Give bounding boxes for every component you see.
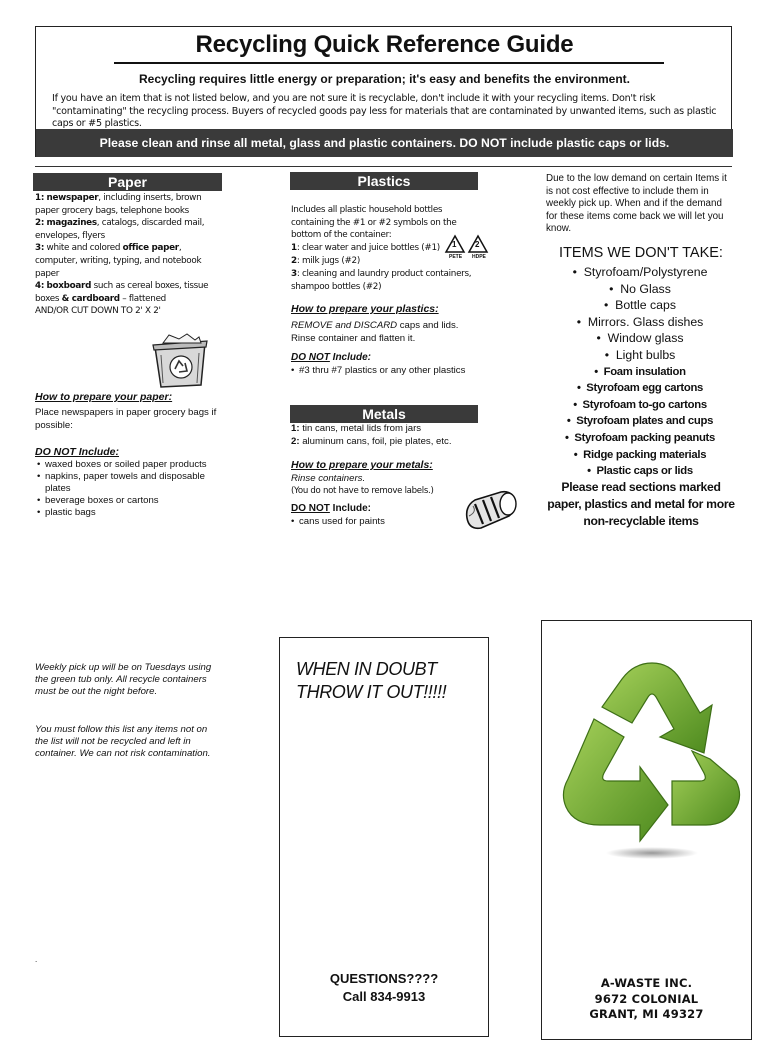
symbol-2-number: 2 — [475, 240, 480, 249]
title-underline — [114, 62, 664, 64]
list-item: • Styrofoam to-go cartons — [573, 398, 707, 411]
plastics-heading: Plastics — [290, 172, 478, 190]
questions-label: QUESTIONS???? — [329, 971, 439, 986]
resin-code-symbols — [444, 234, 490, 262]
plastics-intro: Includes all plastic household bottles containing the #1 or #2 symbols on the bottom of the container: — [291, 205, 457, 241]
list-item: • Styrofoam plates and cups — [566, 415, 714, 428]
metals-dont-list — [283, 516, 451, 528]
metals-heading: Metals — [290, 405, 478, 423]
paper-dont-list — [29, 459, 227, 519]
paper-item-2: 2: magazines, catalogs, discarded mail, envelopes, flyers — [35, 218, 205, 241]
company-address — [542, 976, 751, 1023]
instruction-banner: Please clean and rinse all metal, glass and plastic containers. DO NOT include plastic caps or lids. — [36, 129, 733, 157]
pickup-info-2: You must follow this list any items not on the list will not be recycled and left in container. We can not risk contamination. — [35, 724, 211, 759]
dont-take-heading: ITEMS WE DON'T TAKE: — [559, 245, 723, 261]
phone-number: Call 834-9913 — [342, 989, 426, 1004]
list-item: • #3 thru #7 plastics or any other plastics — [291, 365, 466, 377]
plastics-item-1: 1: clear water and juice bottles (#1) — [291, 243, 440, 253]
list-item: • No Glass — [609, 281, 671, 296]
list-item: • plastic bags — [37, 507, 227, 519]
paper-cut-note: AND/OR CUT DOWN TO 2' X 2' — [35, 306, 161, 317]
crushed-can-icon — [461, 488, 519, 534]
paper-item-3: 3: white and colored office paper, computer, writing, typing, and notebook paper — [35, 243, 202, 279]
company-panel — [541, 620, 752, 1040]
list-item: • cans used for paints — [291, 516, 451, 528]
list-item: • waxed boxes or soiled paper products — [37, 459, 227, 471]
doubt-headline: WHEN IN DOUBT THROW IT OUT!!!!! — [296, 659, 447, 702]
triangle-symbol-icon — [444, 234, 490, 256]
metals-prep-heading: How to prepare your metals: — [291, 459, 433, 471]
recycle-bin-icon — [149, 333, 211, 389]
plastics-item-3: 3: cleaning and laundry product containers, shampoo bottles (#2) — [291, 269, 472, 292]
plastics-item-2: 2: milk jugs (#2) — [291, 255, 360, 266]
read-sections-note: Please read sections marked paper, plastics and metal for more non-recyclable items — [547, 480, 735, 528]
stray-dot: . — [35, 955, 38, 964]
metals-prep-note: (You do not have to remove labels.) — [291, 486, 434, 496]
paper-heading: Paper — [33, 173, 222, 191]
divider — [35, 166, 732, 167]
paper-prep-heading: How to prepare your paper: — [35, 391, 173, 403]
paper-prep-text: Place newspapers in paper grocery bags if possible: — [35, 407, 217, 431]
list-item: • beverage boxes or cartons — [37, 495, 227, 507]
intro-paragraph: If you have an item that is not listed below, and you are not sure it is recyclable, don't include it with your recycling items. Don't risk "contaminating" the recycling process. Buyers of recycled goods pay less for materials that are contaminated by unwanted items, such as plastic caps or #5 plastics. — [52, 93, 717, 129]
symbol-1-number: 1 — [452, 240, 457, 249]
plastics-dont-list — [283, 365, 466, 377]
dont-take-list — [540, 264, 740, 480]
symbol-2-label: HDPE — [472, 254, 486, 260]
list-item: • Bottle caps — [604, 298, 676, 313]
list-item: • Mirrors. Glass dishes — [576, 314, 704, 329]
plastics-items — [291, 242, 443, 267]
list-item: • Foam insulation — [594, 365, 686, 378]
symbol-1-label: PETE — [449, 254, 463, 260]
recycle-logo-icon — [560, 657, 744, 869]
plastics-prep-text: REMOVE and DISCARD caps and lids. Rinse container and flatten it. — [291, 320, 459, 344]
demand-note: Due to the low demand on certain Items it is not cost effective to include them in weekly pick up. When and if the demand for these items come back we will let you know. — [546, 173, 727, 235]
paper-dont-heading: DO NOT Include: — [35, 446, 119, 458]
metals-prep-text: Rinse containers. — [291, 473, 366, 484]
metals-dont-heading: DO NOT Include: — [291, 503, 372, 514]
paper-item-4: 4: boxboard such as cereal boxes, tissue boxes & cardboard – flattened — [35, 281, 209, 304]
metals-item-1: 1: tin cans, metal lids from jars — [291, 423, 422, 434]
metals-items — [291, 423, 481, 448]
list-item: • napkins, paper towels and disposable plates — [37, 471, 227, 495]
list-item: • Styrofoam/Polystyrene — [572, 265, 708, 279]
header-box — [35, 26, 732, 157]
list-item: • Styrofoam packing peanuts — [565, 431, 715, 444]
paper-item-1: 1: newspaper, including inserts, brown paper grocery bags, telephone books — [35, 193, 202, 216]
page-subtitle: Recycling requires little energy or preparation; it's easy and benefits the environment. — [139, 72, 630, 86]
company-street: 9672 COLONIAL — [594, 991, 699, 1006]
list-item: • Plastic caps or lids — [587, 465, 693, 478]
list-item: • Window glass — [596, 331, 684, 346]
questions-contact — [280, 970, 488, 1006]
plastics-prep-heading: How to prepare your plastics: — [291, 303, 439, 315]
paper-items — [35, 192, 225, 318]
company-city: GRANT, MI 49327 — [589, 1007, 704, 1021]
page-title: Recycling Quick Reference Guide — [195, 31, 574, 58]
metals-item-2: 2: aluminum cans, foil, pie plates, etc. — [291, 435, 452, 447]
list-item: • Styrofoam egg cartons — [576, 382, 704, 395]
company-name: A-WASTE INC. — [600, 976, 693, 990]
list-item: • Light bulbs — [604, 347, 676, 362]
list-item: • Ridge packing materials — [573, 448, 707, 461]
pickup-info-1: Weekly pick up will be on Tuesdays using the green tub only. All recycle containers must be out the night before. — [35, 662, 212, 697]
plastics-dont-heading: DO NOT Include: — [291, 352, 372, 363]
doubt-panel — [279, 637, 489, 1037]
